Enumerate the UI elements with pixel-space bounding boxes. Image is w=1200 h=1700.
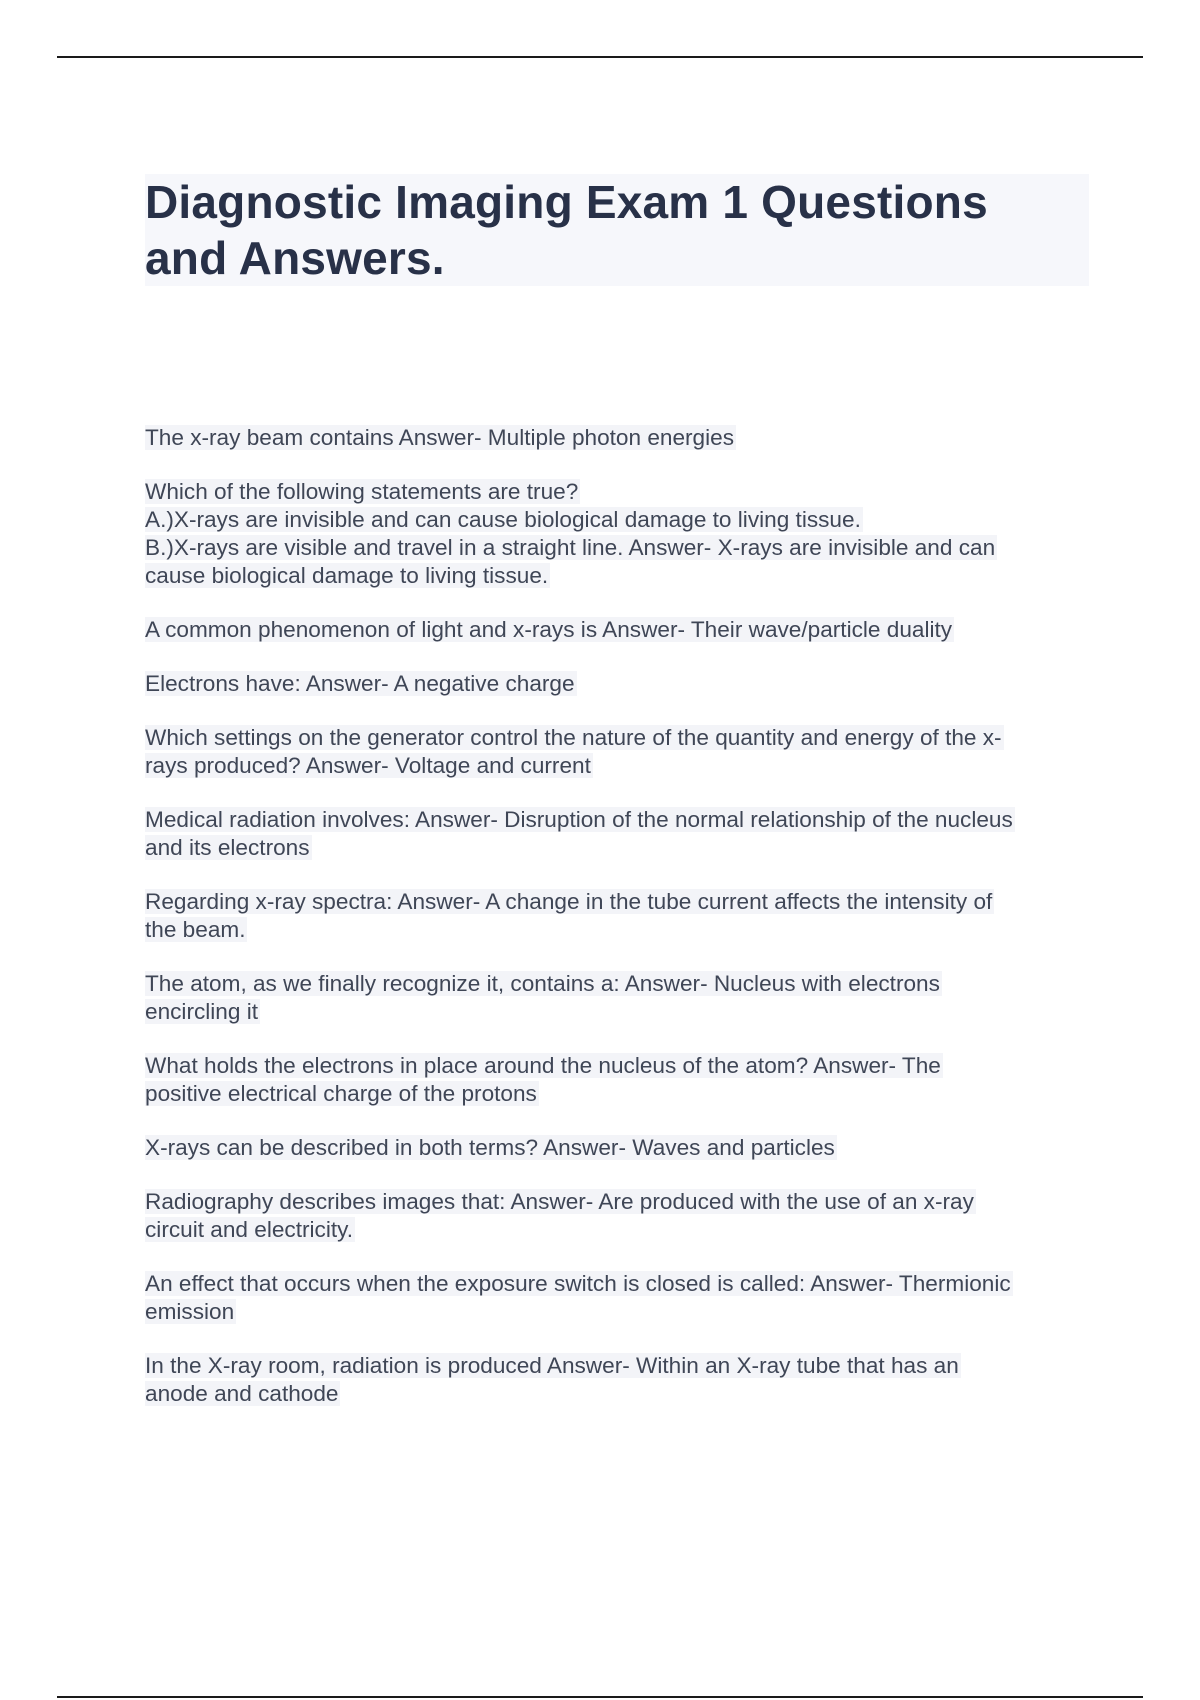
qa-item <box>145 1052 1090 1108</box>
qa-line: positive electrical charge of the protons <box>145 1081 537 1106</box>
qa-line: rays produced? Answer- Voltage and current <box>145 753 591 778</box>
qa-line: encircling it <box>145 999 259 1024</box>
qa-line: In the X-ray room, radiation is produced Answer- Within an X-ray tube that has an <box>145 1353 959 1378</box>
title-line: and Answers. <box>145 232 445 284</box>
qa-item <box>145 724 1090 780</box>
qa-list <box>145 424 1090 1434</box>
page-title <box>145 174 1089 286</box>
qa-line: Radiography describes images that: Answer- Are produced with the use of an x-ray <box>145 1189 974 1214</box>
title-line: Diagnostic Imaging Exam 1 Questions <box>145 176 988 228</box>
qa-item <box>145 424 1090 452</box>
qa-line: circuit and electricity. <box>145 1217 354 1242</box>
qa-line: A.)X-rays are invisible and can cause biological damage to living tissue. <box>145 507 861 532</box>
qa-line: The atom, as we finally recognize it, contains a: Answer- Nucleus with electrons <box>145 971 940 996</box>
qa-line: A common phenomenon of light and x-rays is Answer- Their wave/particle duality <box>145 617 953 642</box>
qa-item <box>145 888 1090 944</box>
qa-item <box>145 478 1090 590</box>
qa-line: anode and cathode <box>145 1381 339 1406</box>
qa-item <box>145 670 1090 698</box>
qa-line: emission <box>145 1299 235 1324</box>
qa-line: Which of the following statements are true? <box>145 479 579 504</box>
qa-item <box>145 1188 1090 1244</box>
qa-line: X-rays can be described in both terms? Answer- Waves and particles <box>145 1135 835 1160</box>
qa-line: and its electrons <box>145 835 310 860</box>
qa-line: Which settings on the generator control the nature of the quantity and energy of the x- <box>145 725 1002 750</box>
qa-line: B.)X-rays are visible and travel in a straight line. Answer- X-rays are invisible and can <box>145 535 996 560</box>
qa-item <box>145 806 1090 862</box>
qa-item <box>145 616 1090 644</box>
qa-item <box>145 1134 1090 1162</box>
qa-line: the beam. <box>145 917 246 942</box>
bottom-divider <box>57 1696 1143 1698</box>
qa-line: The x-ray beam contains Answer- Multiple photon energies <box>145 425 734 450</box>
qa-line: cause biological damage to living tissue. <box>145 563 549 588</box>
qa-line: An effect that occurs when the exposure switch is closed is called: Answer- Thermionic <box>145 1271 1011 1296</box>
title-block <box>145 174 1089 286</box>
qa-line: What holds the electrons in place around the nucleus of the atom? Answer- The <box>145 1053 941 1078</box>
top-divider <box>57 56 1143 58</box>
qa-item <box>145 970 1090 1026</box>
qa-line: Regarding x-ray spectra: Answer- A change in the tube current affects the intensity of <box>145 889 993 914</box>
qa-item <box>145 1352 1090 1408</box>
qa-item <box>145 1270 1090 1326</box>
qa-line: Electrons have: Answer- A negative charge <box>145 671 575 696</box>
qa-line: Medical radiation involves: Answer- Disruption of the normal relationship of the nucleus <box>145 807 1013 832</box>
